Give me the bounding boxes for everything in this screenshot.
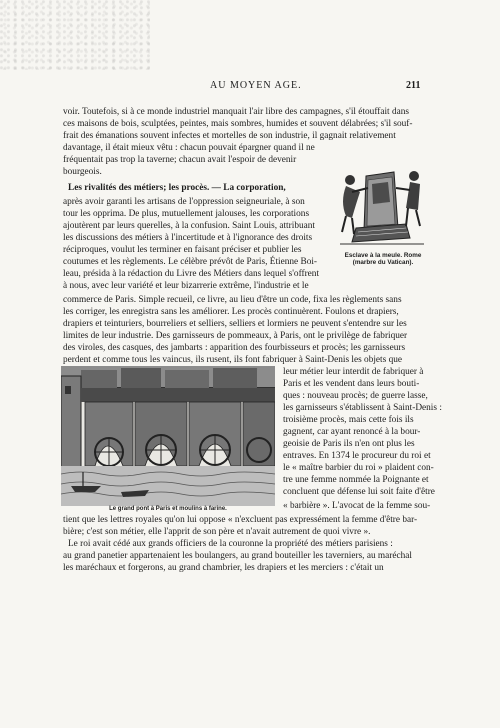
text-line: à nous, avec leur variété et leur bizarrerie extrême, l'industrie et le [63,281,309,291]
text-line: geoisie de Paris ils n'en ont plus les [283,439,415,449]
text-line: les discussions des métiers à l'incertitude et à l'ignorance des droits [63,233,313,243]
caption-line: (marbre du Vatican). [352,259,414,266]
text-line: ques : nouveau procès; de guerre lasse, [283,391,428,401]
slave-figure-caption [336,252,430,266]
bridge-mills-illustration [61,366,275,506]
text-line: fréquentait pas trop la taverne; chacun avait l'espoir de devenir [63,155,297,165]
text-line: bourgeois. [63,167,102,177]
text-line: tre une femme nommée la Poignante et [283,475,429,485]
text-line: Paris et les vendent dans leurs bouti- [283,379,420,389]
text-line: ces maisons de bois, sculptées, peintes, mais sombres, humides et souvent délabrées; s'il souf- [63,119,413,129]
text-line: perdent et comme tous les vaincus, ils rusent, ils font fabriquer à Saint-Denis les objets que [63,355,403,365]
page-number: 211 [406,80,421,91]
text-line: au grand panetier appartenaient les boulangers, au grand bouteiller les taverniers, au maréchal [63,551,412,561]
text-line: les corriger, les enregistra sans les améliorer. Les procès continuèrent. Foulons et drapiers, [63,307,399,317]
text-line: voir. Toutefois, si à ce monde industriel manquait l'air libre des campagnes, s'il étouffait dans [63,107,409,117]
text-line: bière; c'est son métier, elle l'apprit de son père et n'avait autrement de quoi vivre ». [63,527,371,537]
slave-mill-illustration [336,162,428,250]
caption-line: Esclave à la meule. Rome [344,252,422,259]
paper-speckle [0,0,150,70]
page-header [0,80,500,96]
text-line: frait des émanations souvent infectes et mortelles de son industrie, il gagnait relativement [63,131,396,141]
text-line: « barbière ». L'avocat de la femme sou- [283,501,431,511]
text-line: limites de leur industrie. Des garnisseurs de pommeaux, à Paris, ont le privilège de fabriquer [63,331,408,341]
text-line: entraves. En 1374 le procureur du roi et [283,451,431,461]
text-line: drapiers et teinturiers, bourreliers et selliers, selliers et lormiers ne peuvent s'entendre sur les [63,319,407,329]
text-line: tient que les lettres royales qu'on lui oppose « n'excluent pas expressément la femme d'être bar- [63,515,418,525]
text-line: réciproques, voulut les terminer en faisant préciser et publier les [63,245,302,255]
text-line: leau, présida à la rédaction du Livre des Métiers dans lequel s'offrent [63,269,320,279]
text-line: commerce de Paris. Simple recueil, ce livre, au lieu d'être un code, fixa les règlements sans [63,295,402,305]
text-line: troisième procès, mais cette fois ils [283,415,414,425]
text-line: concluent que défense lui soit faite d'être [283,487,435,497]
running-title: AU MOYEN AGE. [210,80,302,91]
text-line: leur métier leur interdit de fabriquer à [283,367,424,377]
section-heading: Les rivalités des métiers; les procès. — La corporation, [68,183,286,193]
section-heading-line [68,182,286,194]
bridge-figure-caption: Le grand pont à Paris et moulins à farine. [109,506,227,512]
text-line: gagnent, car ayant renoncé à la bour- [283,427,421,437]
text-line: des viroles, des casques, des jambarts : apparition des fourbisseurs et procès; les garnisseurs [63,343,406,353]
text-line: tour les opprima. De plus, mutuellement jalouses, les corporations [63,209,310,219]
text-line: ajoutèrent par leurs querelles, à la confusion. Saint Louis, attribuant [63,221,315,231]
text-line: Le roi avait cédé aux grands officiers de la couronne la propriété des métiers parisiens : [68,539,393,549]
text-line: les garnisseurs s'établissent à Saint-Denis : [283,403,442,413]
text-line: après avoir garanti les artisans de l'oppression seigneuriale, à son [63,197,305,207]
text-line: le « maître barbier du roi » plaident con- [283,463,434,473]
text-line: coutumes et les règlements. Le célèbre prévôt de Paris, Étienne Boi- [63,257,318,267]
text-line: davantage, il était mieux vêtu : chacun pouvait épargner quand il ne [63,143,315,153]
text-line: les maréchaux et forgerons, au grand chambrier, les drapiers et les merciers : c'était un [63,563,384,573]
